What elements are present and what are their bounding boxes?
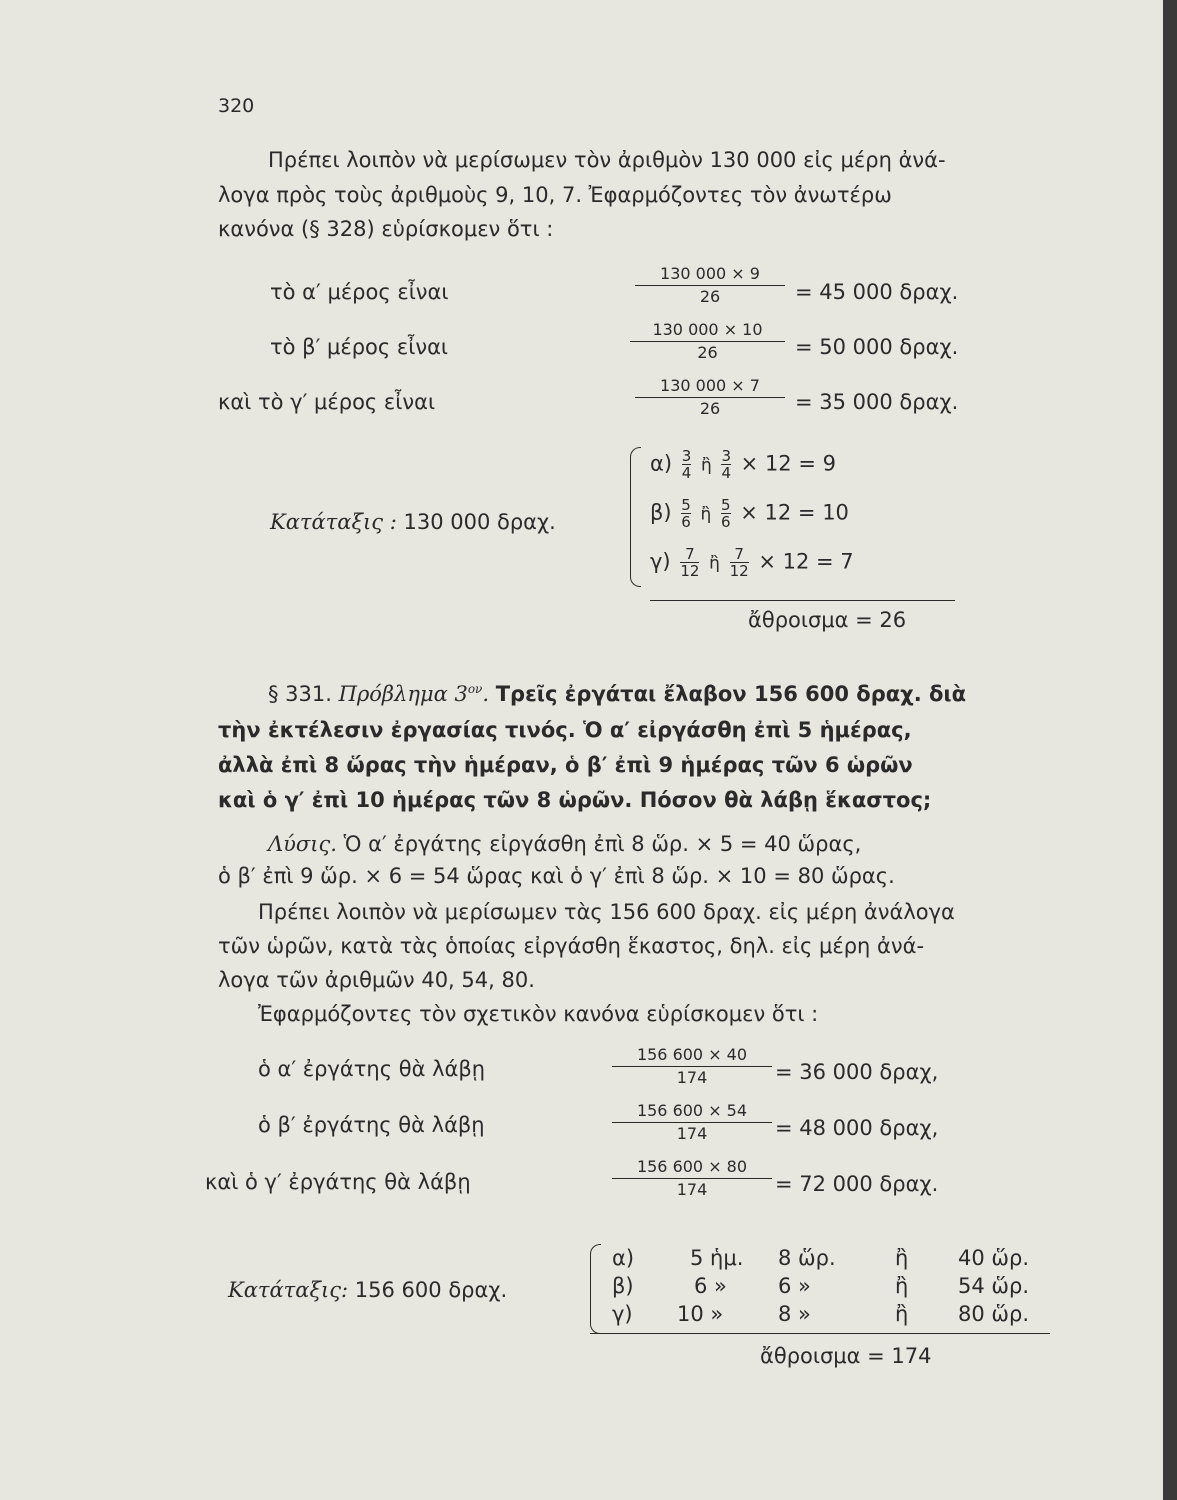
problem-line4: καὶ ὁ γ′ ἐπὶ 10 ἡμέρας τῶν 8 ὡρῶν. Πόσον θὰ λάβῃ ἕκαστος;: [218, 788, 932, 812]
table2-label: [228, 1278, 507, 1302]
para1-line2: λογα πρὸς τοὺς ἀριθμοὺς 9, 10, 7. Ἐφαρμόζοντες τὸν ἀνωτέρω: [218, 183, 892, 207]
or-word: ἢ: [709, 553, 720, 574]
table1-row-c: [650, 546, 854, 579]
row-a-days: 5 ἡμ.: [690, 1246, 744, 1270]
part3-denominator: 26: [699, 399, 721, 418]
worker-b-numerator: 156 600 × 54: [636, 1101, 748, 1120]
worker-c-label: καὶ ὁ γ′ ἐργάτης θὰ λάβῃ: [205, 1170, 471, 1194]
para2-line1: Πρέπει λοιπὸν νὰ μερίσωμεν τὰς 156 600 δραχ. εἰς μέρη ἀνάλογα: [258, 900, 955, 924]
row-value: 10: [822, 500, 849, 525]
row-a-or: ἢ: [895, 1246, 909, 1270]
fraction-3-4-repeat: $\frac{3}{4}$: [721, 447, 731, 482]
table1-label: [270, 510, 556, 534]
times-12: × 12 =: [740, 451, 816, 476]
row-letter: α): [650, 451, 673, 476]
part1-fraction: [635, 264, 785, 307]
problem-number: § 331.: [268, 682, 332, 706]
table2-total: ἄθροισμα = 174: [760, 1344, 932, 1368]
table2-row-c: [612, 1302, 633, 1326]
solution-text-1: Ὁ α′ ἐργάτης εἰργάσθη ἐπὶ 8 ὥρ. × 5 = 40 ὥρας,: [343, 832, 862, 856]
page-number: 320: [218, 95, 255, 117]
row-b-hours: 6 »: [778, 1274, 811, 1298]
part3-label: καὶ τὸ γ′ μέρος εἶναι: [218, 390, 436, 414]
problem-line2: τὴν ἐκτέλεσιν ἐργασίας τινός. Ὁ α′ εἰργάσθη ἐπὶ 5 ἡμέρας,: [218, 718, 912, 742]
part1-numerator: 130 000 × 9: [660, 264, 760, 283]
row-c-or: ἢ: [895, 1302, 909, 1326]
or-word: ἢ: [700, 504, 712, 525]
worker-a-fraction: [612, 1045, 772, 1088]
table2-row-b: [612, 1274, 634, 1298]
row-c-total: 80 ὥρ.: [958, 1302, 1029, 1326]
part2-result: = 50 000 δραχ.: [795, 335, 959, 359]
table1-total: ἄθροισμα = 26: [748, 608, 907, 632]
row-letter: γ): [650, 549, 671, 574]
worker-a-numerator: 156 600 × 40: [636, 1045, 748, 1064]
row-letter: α): [612, 1246, 635, 1270]
worker-c-result: = 72 000 δραχ.: [775, 1172, 939, 1196]
worker-b-label: ὁ β′ ἐργάτης θὰ λάβῃ: [258, 1113, 485, 1137]
solution-label: Λύσις.: [268, 832, 337, 856]
worker-a-result: = 36 000 δραχ,: [775, 1060, 939, 1084]
times-12: × 12 =: [740, 500, 816, 525]
table2-total-rule: [590, 1333, 1050, 1334]
table1-row-b: [650, 497, 849, 530]
part1-result: = 45 000 δραχ.: [795, 280, 959, 304]
part2-denominator: 26: [697, 343, 718, 362]
row-c-hours: 8 »: [778, 1302, 811, 1326]
table1-total-rule: [650, 600, 955, 601]
fraction-5-6: $\frac{5}{6}$: [681, 496, 691, 531]
worker-c-fraction: [612, 1157, 772, 1200]
table1-row-a: [650, 448, 836, 481]
solution-line1: [268, 832, 861, 856]
row-c-days: 10 »: [677, 1302, 724, 1326]
table2-label-italic: Κατάταξις:: [228, 1278, 349, 1302]
row-b-total: 54 ὥρ.: [958, 1274, 1029, 1298]
fraction-7-12: $\frac{7}{12}$: [680, 545, 700, 580]
problem-line3: ἀλλὰ ἐπὶ 8 ὥρας τὴν ἡμέραν, ὁ β′ ἐπὶ 9 ἡμέρας τῶν 6 ὡρῶν: [218, 753, 913, 777]
part1-label: τὸ α′ μέρος εἶναι: [270, 280, 449, 304]
problem-title: Πρόβλημα $3^{o\nu}$.: [338, 682, 490, 706]
row-letter: β): [650, 500, 672, 525]
row-a-total: 40 ὥρ.: [958, 1246, 1029, 1270]
worker-b-result: = 48 000 δραχ,: [775, 1116, 939, 1140]
table2-amount: 156 600 δραχ.: [354, 1278, 508, 1302]
row-value: 9: [822, 451, 836, 476]
worker-a-denominator: 174: [676, 1068, 708, 1087]
times-12: × 12 =: [758, 549, 834, 574]
problem-line1: Τρεῖς ἐργάται ἔλαβον 156 600 δραχ. διὰ: [495, 682, 967, 706]
table1-label-italic: Κατάταξις :: [270, 510, 397, 534]
fraction-7-12-repeat: $\frac{7}{12}$: [729, 545, 749, 580]
solution-line2: ὁ β′ ἐπὶ 9 ὥρ. × 6 = 54 ὥρας καὶ ὁ γ′ ἐπὶ 8 ὥρ. × 10 = 80 ὥρας.: [218, 864, 895, 888]
table1-amount: 130 000 δραχ.: [403, 510, 556, 534]
part2-numerator: 130 000 × 10: [652, 320, 763, 339]
fraction-3-4: $\frac{3}{4}$: [681, 447, 692, 482]
worker-c-numerator: 156 600 × 80: [636, 1157, 748, 1176]
para1-line1: Πρέπει λοιπὸν νὰ μερίσωμεν τὸν ἀριθμὸν 130 000 εἰς μέρη ἀνά-: [268, 148, 946, 172]
part3-result: = 35 000 δραχ.: [795, 390, 959, 414]
worker-b-fraction: [612, 1101, 772, 1144]
row-a-hours: 8 ὥρ.: [778, 1246, 836, 1270]
problem-heading: [268, 682, 966, 706]
worker-b-denominator: 174: [676, 1124, 708, 1143]
row-b-or: ἢ: [895, 1274, 909, 1298]
para3: Ἐφαρμόζοντες τὸν σχετικὸν κανόνα εὑρίσκομεν ὅτι :: [258, 1002, 819, 1026]
part3-fraction: [635, 376, 785, 419]
row-value: 7: [840, 549, 854, 574]
worker-c-denominator: 174: [676, 1180, 708, 1199]
page-edge-shadow: [1163, 0, 1177, 1500]
table2-row-a: [612, 1246, 634, 1270]
row-b-days: 6 »: [694, 1274, 727, 1298]
or-word: ἢ: [700, 455, 712, 476]
row-letter: β): [612, 1274, 634, 1298]
part2-label: τὸ β′ μέρος εἶναι: [270, 335, 449, 359]
part2-fraction: [630, 320, 785, 363]
worker-a-label: ὁ α′ ἐργάτης θὰ λάβῃ: [258, 1057, 486, 1081]
para2-line2: τῶν ὡρῶν, κατὰ τὰς ὁποίας εἰργάσθη ἕκαστος, δηλ. εἰς μέρη ἀνά-: [218, 934, 925, 958]
table1-brace: [630, 447, 641, 587]
table2-brace: [590, 1244, 601, 1334]
row-letter: γ): [612, 1302, 633, 1326]
part3-numerator: 130 000 × 7: [660, 376, 760, 395]
para2-line3: λογα τῶν ἀριθμῶν 40, 54, 80.: [218, 968, 535, 992]
part1-denominator: 26: [699, 287, 721, 306]
fraction-5-6-repeat: $\frac{5}{6}$: [721, 496, 731, 531]
para1-line3: κανόνα (§ 328) εὑρίσκομεν ὅτι :: [218, 217, 554, 241]
